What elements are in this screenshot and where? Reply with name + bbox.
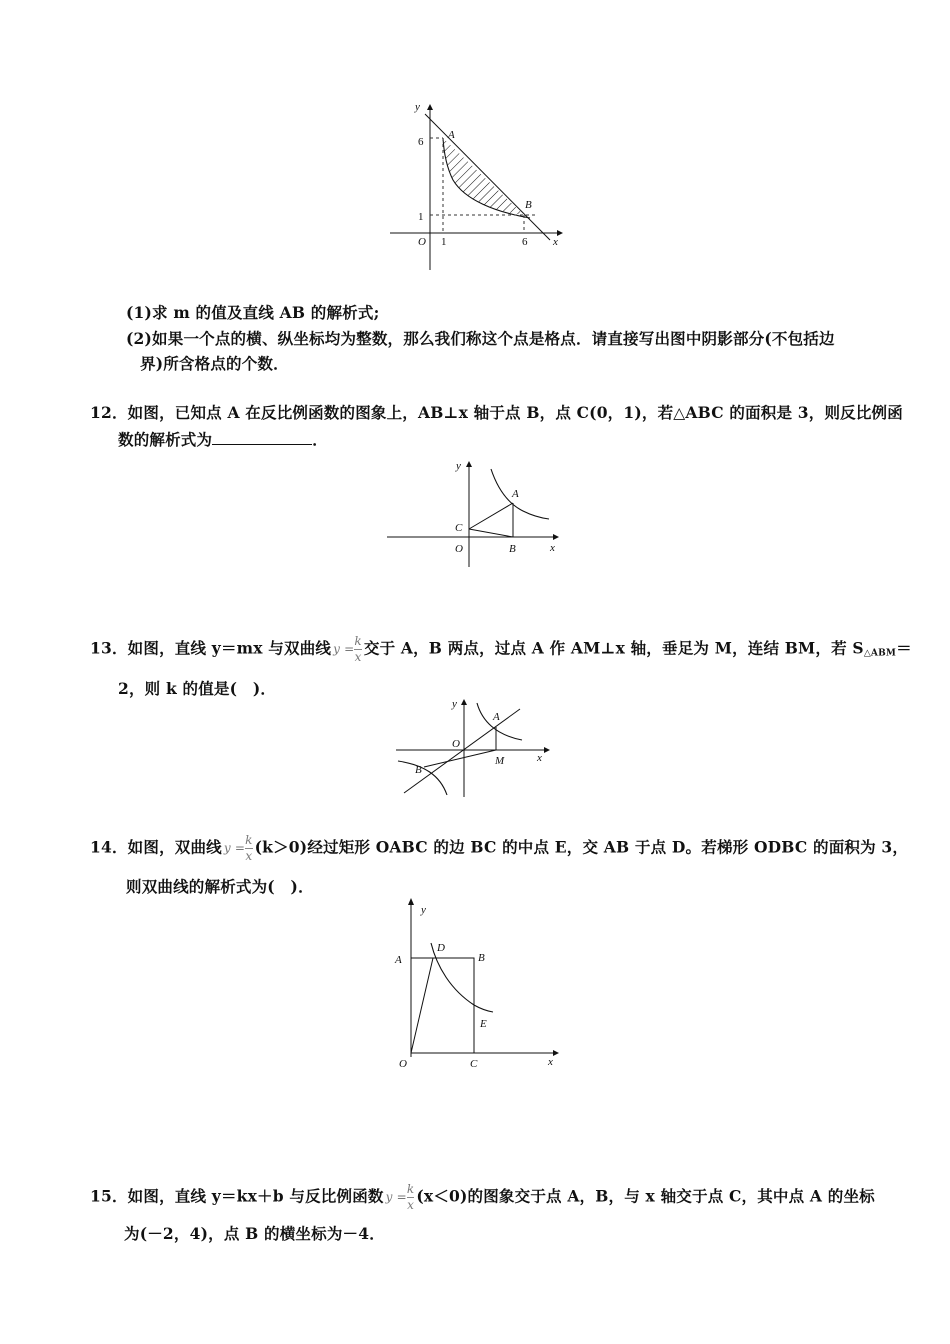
label-y: y — [415, 101, 420, 113]
label-c: C — [455, 522, 463, 534]
label-e: E — [480, 1018, 487, 1030]
q13-line1 — [90, 634, 912, 665]
label-x: x — [548, 1056, 553, 1068]
label-y: y — [421, 904, 426, 916]
label-a: A — [493, 711, 500, 723]
hyperbola-curve — [491, 469, 549, 519]
fraction-k-over-x: $y =\frac{k}{x}$ — [223, 833, 253, 863]
x-axis-arrow — [557, 230, 563, 236]
q12-line2-text: 数的解析式为 — [118, 430, 213, 449]
q14-line1 — [90, 833, 908, 864]
label-b: B — [525, 199, 532, 211]
fraction-k-over-x: $y =\frac{k}{x}$ — [333, 634, 362, 664]
q15-text-a: 15．如图，直线 y＝kx＋b 与反比例函数 — [90, 1186, 384, 1206]
q12-line2 — [118, 428, 328, 450]
tick-y-6: 6 — [418, 136, 424, 148]
q13-text-c: ＝ — [896, 638, 912, 658]
y-axis-arrow — [408, 898, 414, 905]
q13-text-a: 13．如图，直线 y＝mx 与双曲线 — [90, 638, 332, 658]
y-axis-arrow — [466, 461, 472, 467]
x-axis-arrow — [544, 747, 550, 753]
q11-part1: (1)求 m 的值及直线 AB 的解析式; — [126, 303, 380, 322]
q13-text-b: 交于 A，B 两点，过点 A 作 AM⊥x 轴，垂足为 M，连结 BM，若 S — [363, 638, 864, 658]
line-ab — [425, 114, 550, 240]
label-b: B — [478, 952, 485, 964]
segment-cb — [469, 529, 513, 537]
label-o: O — [418, 236, 426, 248]
q12-line2-end: ． — [312, 430, 328, 449]
label-x: x — [550, 542, 555, 554]
q14-text-b: (k＞0)经过矩形 OABC 的边 BC 的中点 E，交 AB 于点 D。若梯形 ODBC 的面积为 3， — [254, 837, 909, 857]
shaded-region — [443, 138, 524, 215]
tick-x-6: 6 — [522, 236, 528, 248]
figure-q12 — [385, 455, 565, 570]
q14-line2: 则双曲线的解析式为( )． — [126, 877, 314, 896]
figure-q14 — [385, 895, 565, 1075]
label-x: x — [553, 236, 558, 248]
figure-q13 — [392, 695, 562, 800]
label-b: B — [509, 543, 516, 555]
label-o: O — [452, 738, 460, 750]
label-o: O — [399, 1058, 407, 1070]
label-c: C — [470, 1058, 478, 1070]
label-b: B — [415, 764, 422, 776]
y-axis-arrow — [461, 699, 467, 705]
tick-y-1: 1 — [418, 211, 424, 223]
label-y: y — [452, 698, 457, 710]
q13-subscript: △ABM — [863, 648, 897, 659]
y-axis-arrow — [427, 104, 433, 110]
label-o: O — [455, 543, 463, 555]
label-a: A — [448, 129, 455, 141]
q15-line1 — [90, 1182, 875, 1213]
label-m: M — [495, 755, 505, 767]
label-x: x — [537, 752, 542, 764]
hyperbola-branch-2 — [398, 761, 447, 795]
answer-blank[interactable] — [212, 430, 312, 445]
q14-text-a: 14．如图，双曲线 — [90, 837, 222, 857]
tick-x-1: 1 — [441, 236, 447, 248]
q13-line2: 2，则 k 的值是( )． — [118, 679, 277, 698]
q15-line2: 为(－2，4)，点 B 的横坐标为－4． — [124, 1224, 385, 1243]
label-y: y — [456, 460, 461, 472]
x-axis-arrow — [553, 1050, 559, 1056]
label-a: A — [512, 488, 519, 500]
q11-part2: (2)如果一个点的横、纵坐标均为整数，那么我们称这个点是格点．请直接写出图中阴影部分(不包括边 — [126, 329, 835, 348]
label-a: A — [395, 954, 402, 966]
segment-ca — [469, 503, 513, 529]
segment-od — [411, 958, 433, 1053]
line-y-mx — [404, 709, 520, 793]
label-d: D — [437, 942, 445, 954]
x-axis-arrow — [553, 534, 559, 540]
q12-line1: 12．如图，已知点 A 在反比例函数的图象上，AB⊥x 轴于点 B，点 C(0，1)，若△ABC 的面积是 3，则反比例函 — [90, 403, 903, 422]
fraction-k-over-x: $y =\frac{k}{x}$ — [385, 1182, 415, 1212]
figure-q11 — [385, 100, 565, 275]
q15-text-b: (x＜0)的图象交于点 A，B，与 x 轴交于点 C，其中点 A 的坐标 — [416, 1186, 875, 1206]
q11-part2-cont: 界)所含格点的个数． — [140, 354, 289, 373]
